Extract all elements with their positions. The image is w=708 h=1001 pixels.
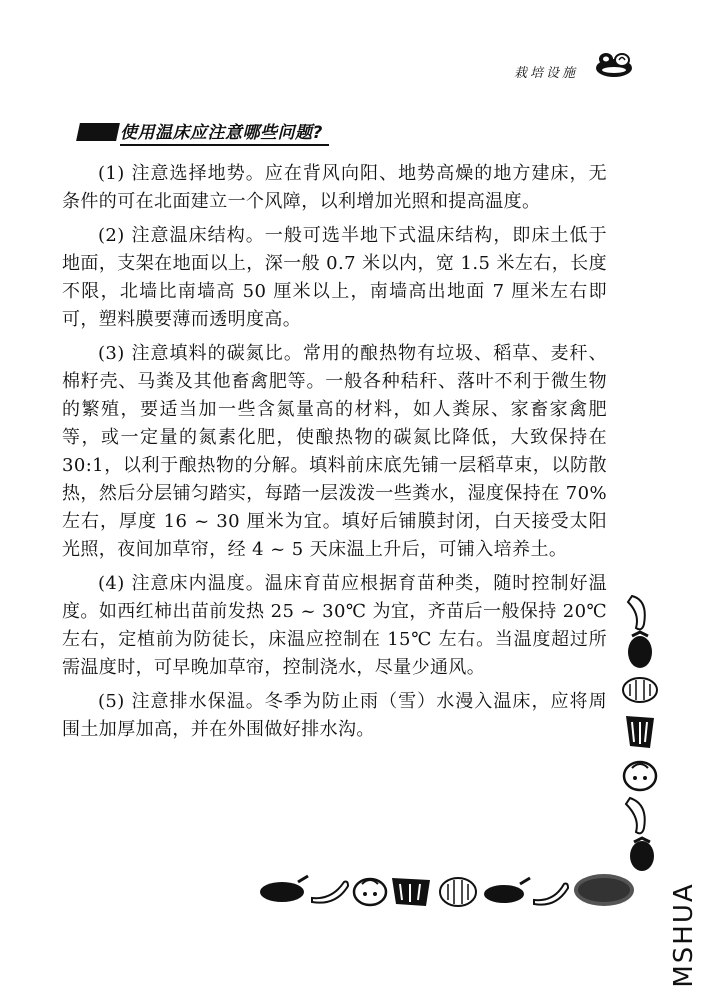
- eggplant-icon: [628, 632, 652, 668]
- question-heading: [78, 118, 329, 146]
- paragraph-1: (1) 注意选择地势。应在背风向阳、地势高燥的地方建床，无条件的可在北面建立一个风障，以利增加光照和提高温度。: [62, 163, 607, 212]
- eggplant-icon: [260, 876, 308, 902]
- celery-icon: [626, 716, 654, 748]
- side-vegetable-strip: [618, 588, 662, 873]
- paragraph-3: (3) 注意填料的碳氮比。常用的酿热物有垃圾、稻草、麦秆、棉籽壳、马粪及其他畜禽肥等。一般各种秸秆、落叶不利于微生物的繁殖，要适当加一些含氮量高的材料，如人粪尿、家畜家禽肥等，或一定量的氮素化肥，使酿热物的碳氮比降低，大致保持在 30:1，以利于酿热物的分解。填料前床底先铺一层稻草束，以防散热，然后分层铺匀踏实，每踏一层泼泼一些粪水，湿度保持在 70% 左右，厚度 16 ~ 30 厘米为宜。填好后铺膜封闭，白天接受太阳光照，夜间加草帘，经 4 ~ 5 天床温上升后，可铺入培养土。: [62, 343, 607, 560]
- pepper-icon: [623, 678, 657, 702]
- cucumber-icon: [626, 798, 645, 833]
- vegetable-bowl-icon: [592, 48, 636, 84]
- eggplant-icon: [484, 878, 530, 903]
- pepper-icon: [440, 878, 476, 906]
- watermark-text: MSHUA: [669, 882, 699, 988]
- article-body: [62, 160, 607, 750]
- dotted-oval-icon: [574, 874, 634, 906]
- tomato-icon: [354, 879, 386, 905]
- question-title: 使用温床应注意哪些问题?: [120, 118, 329, 146]
- section-title: 栽培设施: [513, 66, 578, 81]
- watermark: [666, 880, 702, 990]
- celery-icon: [392, 878, 430, 906]
- bottom-vegetable-row: [258, 866, 638, 912]
- paragraph-2: (2) 注意温床结构。一般可选半地下式温床结构，即床土低于地面，支架在地面以上，深一般 0.7 米以内，宽 1.5 米左右，长度不限，北墙比南墙高 50 厘米以上，南墙高出地面 7 厘米左右即可，塑料膜要薄而透明度高。: [62, 225, 607, 330]
- paragraph-5: (5) 注意排水保温。冬季为防止雨（雪）水漫入温床，应将周围土加厚加高，并在外围做好排水沟。: [62, 691, 607, 740]
- cucumber-icon: [628, 596, 645, 629]
- cucumber-icon: [534, 884, 568, 905]
- paragraph-4: (4) 注意床内温度。温床育苗应根据育苗种类，随时控制好温度。如西红柿出苗前发热 25 ~ 30℃ 为宜，齐苗后一般保持 20℃ 左右，定植前为防徒长，床温应控制在 15℃ 左右。当温度超过所需温度时，可早晚加草帘，控制浇水，尽量少通风。: [62, 573, 607, 678]
- tomato-icon: [624, 762, 656, 790]
- heading-marker: [76, 123, 120, 141]
- cucumber-icon: [312, 882, 348, 903]
